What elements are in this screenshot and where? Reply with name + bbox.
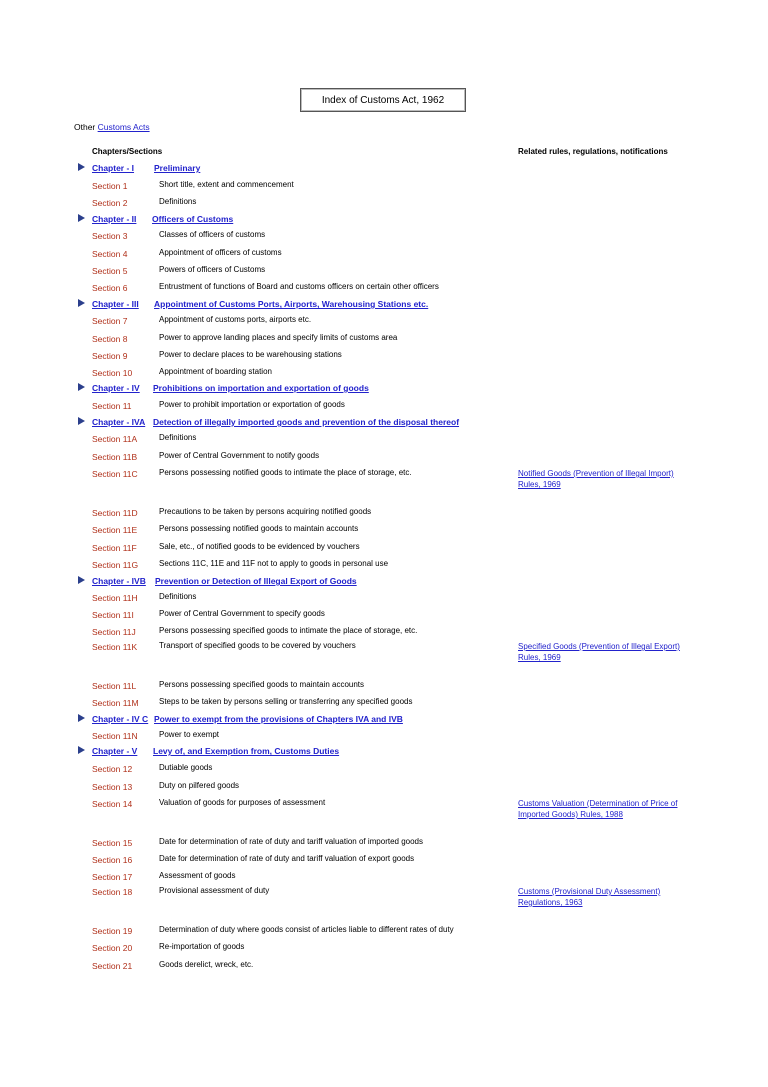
related-rules-link-line[interactable]: Rules, 1969 (518, 480, 561, 489)
section-description: Power of Central Government to notify goods (159, 451, 320, 460)
chapter-arrow-icon (78, 383, 85, 391)
section-label: Section 21 (92, 961, 133, 971)
section-description: Precautions to be taken by persons acquiring notified goods (159, 507, 372, 516)
section-label: Section 4 (92, 249, 128, 259)
section-label: Section 11G (92, 560, 139, 570)
section-description: Classes of officers of customs (159, 230, 266, 239)
section-label: Section 10 (92, 368, 133, 378)
chapter-arrow-icon (78, 417, 85, 425)
chapter-link[interactable]: Chapter - V (92, 746, 138, 756)
customs-acts-link[interactable]: Customs Acts (97, 122, 150, 132)
chapter-title-link[interactable]: Preliminary (154, 163, 201, 173)
section-label: Section 14 (92, 799, 133, 809)
section-description: Persons possessing notified goods to intimate the place of storage, etc. (159, 468, 412, 477)
section-description: Entrustment of functions of Board and customs officers on certain other officers (159, 282, 439, 291)
section-label: Section 11I (92, 610, 134, 620)
section-description: Appointment of customs ports, airports etc. (159, 315, 312, 324)
section-label: Section 9 (92, 351, 128, 361)
section-description: Dutiable goods (159, 763, 213, 772)
chapter-link[interactable]: Chapter - II (92, 214, 137, 224)
chapter-arrow-icon (78, 163, 85, 171)
chapter-link[interactable]: Chapter - IV C (92, 714, 149, 724)
section-description: Determination of duty where goods consist of articles liable to different rates of duty (159, 925, 454, 934)
related-rules-link[interactable] (518, 641, 698, 663)
other-prefix: Other (74, 122, 98, 132)
section-description: Appointment of boarding station (159, 367, 272, 376)
section-label: Section 3 (92, 231, 128, 241)
section-description: Definitions (159, 433, 197, 442)
section-label: Section 11E (92, 525, 138, 535)
chapter-title-link[interactable]: Officers of Customs (152, 214, 234, 224)
related-rules-link-line[interactable]: Specified Goods (Prevention of Illegal Export) (518, 642, 680, 651)
section-description: Duty on pilfered goods (159, 781, 240, 790)
section-description: Date for determination of rate of duty and tariff valuation of export goods (159, 854, 415, 863)
section-label: Section 11H (92, 593, 138, 603)
related-rules-link-line[interactable]: Rules, 1969 (518, 653, 561, 662)
section-description: Transport of specified goods to be covered by vouchers (159, 641, 356, 650)
section-label: Section 7 (92, 316, 128, 326)
chapter-link[interactable]: Chapter - IVA (92, 417, 146, 427)
related-rules-link-line[interactable]: Customs (Provisional Duty Assessment) (518, 887, 661, 896)
title-box (300, 88, 466, 112)
section-label: Section 1 (92, 181, 128, 191)
section-description: Goods derelict, wreck, etc. (159, 960, 254, 969)
related-rules-link-line[interactable]: Customs Valuation (Determination of Price of (518, 799, 678, 808)
section-label: Section 16 (92, 855, 133, 865)
section-description: Persons possessing specified goods to intimate the place of storage, etc. (159, 626, 418, 635)
section-label: Section 11C (92, 469, 138, 479)
section-description: Provisional assessment of duty (159, 886, 270, 895)
section-label: Section 11 (92, 401, 132, 411)
section-label: Section 11N (92, 731, 138, 741)
section-description: Persons possessing specified goods to maintain accounts (159, 680, 365, 689)
chapters-sections-header: Chapters/Sections (92, 147, 163, 156)
section-label: Section 13 (92, 782, 133, 792)
section-description: Assessment of goods (159, 871, 236, 880)
chapter-arrow-icon (78, 576, 85, 584)
section-description: Power to approve landing places and specify limits of customs area (159, 333, 398, 342)
section-label: Section 12 (92, 764, 133, 774)
section-description: Persons possessing notified goods to maintain accounts (159, 524, 359, 533)
section-description: Power to exempt (159, 730, 220, 739)
section-description: Sale, etc., of notified goods to be evidenced by vouchers (159, 542, 360, 551)
section-description: Steps to be taken by persons selling or transferring any specified goods (159, 697, 413, 706)
section-description: Power to prohibit importation or exportation of goods (159, 400, 345, 409)
section-label: Section 2 (92, 198, 128, 208)
section-label: Section 11M (92, 698, 139, 708)
chapter-title-link[interactable]: Appointment of Customs Ports, Airports, Warehousing Stations etc. (154, 299, 429, 309)
section-description: Appointment of officers of customs (159, 248, 282, 257)
section-description: Power to declare places to be warehousing stations (159, 350, 342, 359)
section-description: Date for determination of rate of duty and tariff valuation of imported goods (159, 837, 424, 846)
section-description: Sections 11C, 11E and 11F not to apply to goods in personal use (159, 559, 389, 568)
section-description: Short title, extent and commencement (159, 180, 294, 189)
section-label: Section 11J (92, 627, 136, 637)
chapter-link[interactable]: Chapter - I (92, 163, 135, 173)
section-description: Definitions (159, 592, 197, 601)
page-title: Index of Customs Act, 1962 (321, 95, 445, 106)
section-label: Section 8 (92, 334, 128, 344)
section-label: Section 19 (92, 926, 133, 936)
related-rules-link[interactable] (518, 798, 698, 820)
related-rules-header: Related rules, regulations, notifications (518, 147, 668, 156)
chapter-arrow-icon (78, 214, 85, 222)
chapter-title-link[interactable]: Prohibitions on importation and exportation of goods (153, 383, 369, 393)
chapter-arrow-icon (78, 714, 85, 722)
section-label: Section 11D (92, 508, 138, 518)
section-description: Re-importation of goods (159, 942, 245, 951)
related-rules-link[interactable] (518, 468, 698, 490)
chapter-arrow-icon (78, 299, 85, 307)
section-label: Section 15 (92, 838, 133, 848)
chapter-link[interactable]: Chapter - IV (92, 383, 140, 393)
section-label: Section 11F (92, 543, 137, 553)
chapter-title-link[interactable]: Levy of, and Exemption from, Customs Duties (153, 746, 340, 756)
section-label: Section 17 (92, 872, 133, 882)
section-label: Section 11L (92, 681, 137, 691)
section-label: Section 11A (92, 434, 138, 444)
related-rules-link[interactable] (518, 886, 698, 908)
section-label: Section 20 (92, 943, 133, 953)
chapter-title-link[interactable]: Power to exempt from the provisions of Chapters IVA and IVB (154, 714, 403, 724)
other-acts-line (74, 122, 150, 132)
section-label: Section 18 (92, 887, 133, 897)
chapter-title-link[interactable]: Detection of illegally imported goods and prevention of the disposal thereof (153, 417, 460, 427)
related-rules-link-line[interactable]: Regulations, 1963 (518, 898, 583, 907)
section-label: Section 6 (92, 283, 128, 293)
section-label: Section 11K (92, 642, 138, 652)
section-description: Powers of officers of Customs (159, 265, 266, 274)
section-description: Definitions (159, 197, 197, 206)
chapter-arrow-icon (78, 746, 85, 754)
related-rules-link-line[interactable]: Notified Goods (Prevention of Illegal Import) (518, 469, 674, 478)
section-description: Valuation of goods for purposes of assessment (159, 798, 326, 807)
chapter-link[interactable]: Chapter - III (92, 299, 139, 309)
section-description: Power of Central Government to specify goods (159, 609, 325, 618)
chapter-title-link[interactable]: Prevention or Detection of Illegal Export of Goods (155, 576, 357, 586)
section-label: Section 11B (92, 452, 138, 462)
section-label: Section 5 (92, 266, 128, 276)
chapter-link[interactable]: Chapter - IVB (92, 576, 146, 586)
related-rules-link-line[interactable]: Imported Goods) Rules, 1988 (518, 810, 623, 819)
